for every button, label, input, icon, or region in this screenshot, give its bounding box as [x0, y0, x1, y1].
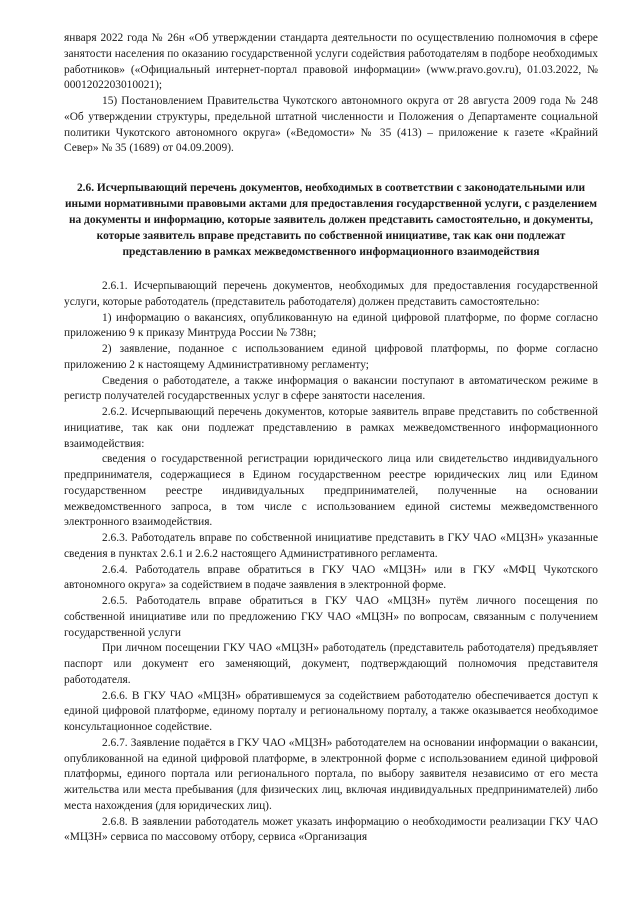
section-heading-2-6: 2.6. Исчерпывающий перечень документов, необходимых в соответствии с законодательными или иными нормативными правовыми актами для предоставления государственной услуги, с разделением на документы и информацию, которые заявитель должен представить самостоятельно, и документы, которые заявитель вправе представить по собственной инициативе, так как они подлежат представлению в рамках межведомственного информационного взаимодействия: [64, 182, 598, 258]
paragraph-2-6-2: 2.6.2. Исчерпывающий перечень документов, которые заявитель вправе представить по собственной инициативе, так как они подлежат представлению в рамках межведомственного информационного взаимодействия:: [64, 406, 598, 450]
paragraph-item-15: 15) Постановлением Правительства Чукотского автономного округа от 28 августа 2009 года № 248 «Об утверждении структуры, предельной штатной численности и Положения о Департаменте социальной политики Чукотского автономного округа» («Ведомости» № 35 (413) – приложение к газете «Крайний Север» № 35 (1689) от 04.09.2009).: [64, 95, 598, 155]
paragraph-2-6-5: 2.6.5. Работодатель вправе обратиться в ГКУ ЧАО «МЦЗН» путём личного посещения по собственной инициативе или по предложению ГКУ ЧАО «МЦЗН» по вопросам, связанным с получением государственной услуги: [64, 595, 598, 639]
paragraph-2-6-6: 2.6.6. В ГКУ ЧАО «МЦЗН» обратившемуся за содействием работодателю обеспечивается доступ к единой цифровой платформе, единому порталу и региональному порталу, а также оказывается необходимое консультационное содействие.: [64, 689, 598, 733]
paragraph-personal-visit: При личном посещении ГКУ ЧАО «МЦЗН» работодатель (представитель работодателя) предъявляет паспорт или документ его заменяющий, документ, подтверждающий полномочия представителя работодателя.: [64, 642, 598, 686]
paragraph-list-item-1: 1) информацию о вакансиях, опубликованную на единой цифровой платформе, по форме согласно приложению 9 к приказу Минтруда России № 738н;: [64, 311, 598, 340]
paragraph-2-6-4: 2.6.4. Работодатель вправе обратиться в ГКУ ЧАО «МЦЗН» или в ГКУ «МФЦ Чукотского автономного округа» за содействием в подаче заявления в электронной форме.: [64, 563, 598, 592]
paragraph-2-6-8: 2.6.8. В заявлении работодатель может указать информацию о необходимости реализации ГКУ ЧАО «МЦЗН» сервиса по массовому отбору, сервиса «Организация: [64, 815, 598, 844]
paragraph-2-6-3: 2.6.3. Работодатель вправе по собственной инициативе представить в ГКУ ЧАО «МЦЗН» указанные сведения в пунктах 2.6.1 и 2.6.2 настоящего Административного регламента.: [64, 532, 598, 560]
paragraph-registration-info: сведения о государственной регистрации юридического лица или свидетельство индивидуального предпринимателя, содержащиеся в Едином государственном реестре юридических лиц или Едином государственном реестре индивидуальных предпринимателей, полученные на основании межведомственного запроса, в том числе с использованием единой системы межведомственного электронного взаимодействия.: [64, 453, 598, 529]
paragraph-2-6-1: 2.6.1. Исчерпывающий перечень документов, необходимых для предоставления государственной услуги, которые работодатель (представитель работодателя) должен представить самостоятельно:: [64, 280, 598, 308]
paragraph-order-continuation: января 2022 года № 26н «Об утверждении стандарта деятельности по осуществлению полномочия в сфере занятости населения по оказанию государственной услуги содействия работодателям в подборе необходимых работников» («Официальный интернет-портал правовой информации» (www.pravo.gov.ru), 01.03.2022, № 0001202203010021);: [64, 32, 598, 92]
paragraph-2-6-7: 2.6.7. Заявление подаётся в ГКУ ЧАО «МЦЗН» работодателем на основании информации о вакансии, опубликованной на единой цифровой платформе, в электронной форме с использованием единой цифровой платформы, единого портала или регионального портала, по выбору заявителя независимо от его места жительства или места пребывания (для физических лиц, включая индивидуальных предпринимателей) либо места нахождения (для юридических лиц).: [64, 736, 598, 812]
paragraph-employer-info: Сведения о работодателе, а также информация о вакансии поступают в автоматическом режиме в регистр получателей государственных услуг в сфере занятости населения.: [64, 374, 598, 403]
paragraph-list-item-2: 2) заявление, поданное с использованием единой цифровой платформы, по форме согласно приложению 2 к настоящему Административному регламенту;: [64, 343, 598, 371]
